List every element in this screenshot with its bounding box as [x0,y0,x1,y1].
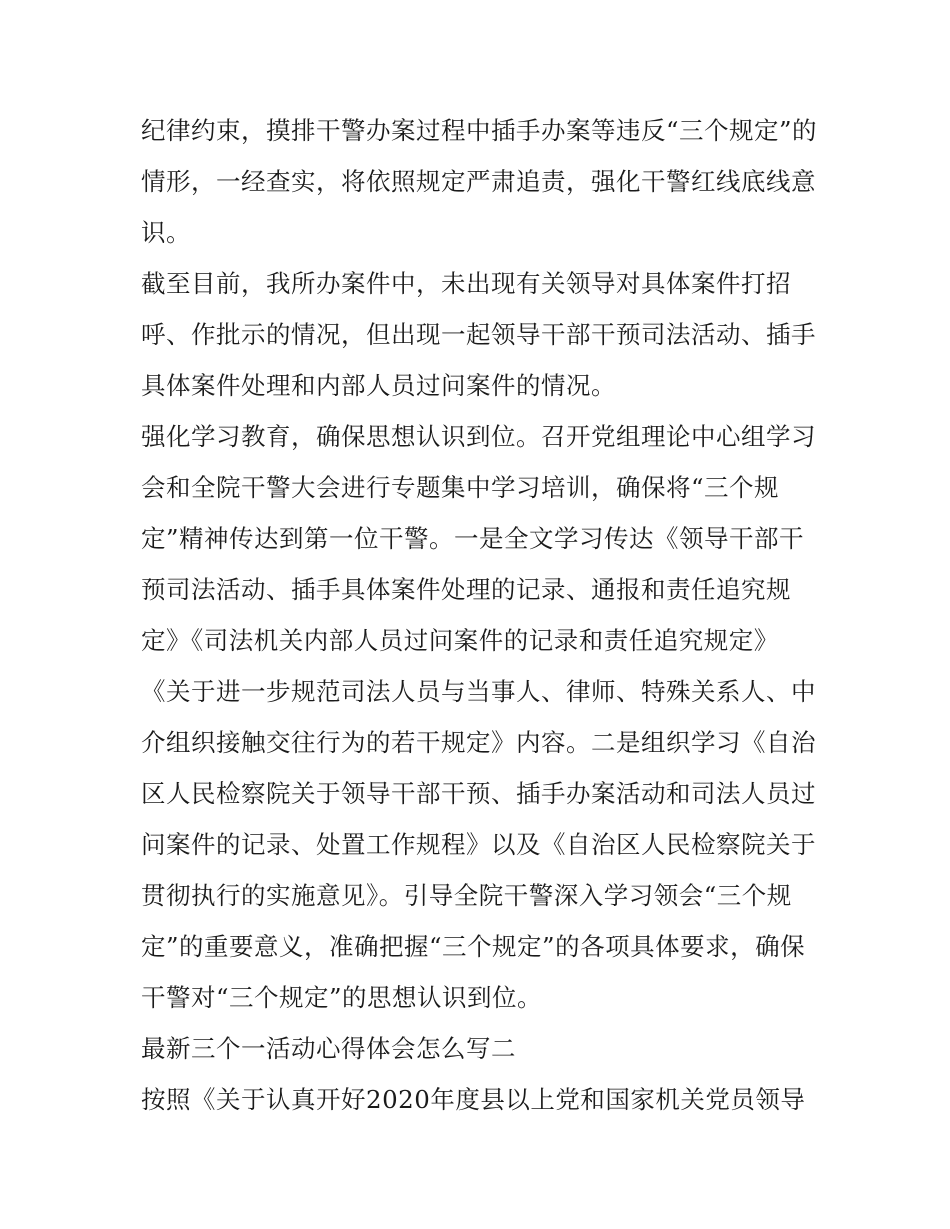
text-line: 贯彻执行的实施意见》。引导全院干警深入学习领会“三个规 [141,881,792,910]
text-line: 《关于进一步规范司法人员与当事人、律师、特殊关系人、中 [141,677,816,706]
text-line: 会和全院干警大会进行专题集中学习培训，确保将“三个规 [141,473,780,502]
document-body [141,105,821,1125]
text-line: 定”精神传达到第一位干警。一是全文学习传达《领导干部干 [141,524,805,553]
text-line: 介组织接触交往行为的若干规定》内容。二是组织学习《自治 [141,728,816,757]
text-line: 识。 [141,218,191,247]
text-line: 情形，一经查实，将依照规定严肃追责，强化干警红线底线意 [141,167,816,196]
section-heading: 最新三个一活动心得体会怎么写二 [141,1034,516,1063]
text-line: 截至目前，我所办案件中，未出现有关领导对具体案件打招 [141,269,791,298]
text-line: 强化学习教育，确保思想认识到位。召开党组理论中心组学习 [141,422,816,451]
text-line: 预司法活动、插手具体案件处理的记录、通报和责任追究规 [141,575,791,604]
text-line: 问案件的记录、处置工作规程》以及《自治区人民检察院关于 [141,830,816,859]
text-line: 纪律约束，摸排干警办案过程中插手办案等违反“三个规定”的 [141,116,818,145]
text-line: 定》《司法机关内部人员过问案件的记录和责任追究规定》 [141,626,779,655]
text-line: 呼、作批示的情况，但出现一起领导干部干预司法活动、插手 [141,320,816,349]
text-line: 按照《关于认真开好2020年度县以上党和国家机关党员领导 [141,1085,806,1114]
text-line: 干警对“三个规定”的思想认识到位。 [141,983,543,1012]
text-line: 定”的重要意义，准确把握“三个规定”的各项具体要求，确保 [141,932,806,961]
text-line: 具体案件处理和内部人员过问案件的情况。 [141,371,616,400]
text-line: 区人民检察院关于领导干部干预、插手办案活动和司法人员过 [141,779,816,808]
